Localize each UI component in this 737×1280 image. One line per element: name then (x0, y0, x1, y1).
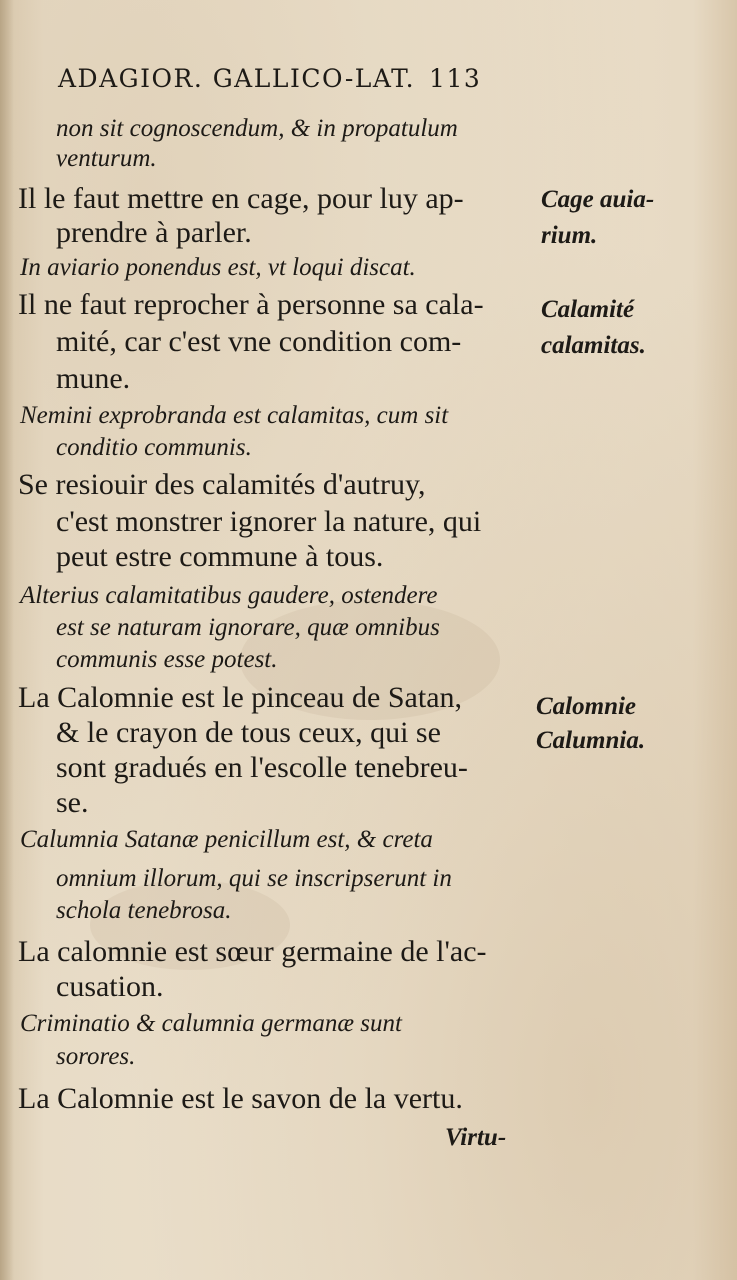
latin-line: omnium illorum, qui se inscripserunt in (56, 865, 452, 892)
latin-line: non sit cognoscendum, & in propatulum (56, 115, 458, 142)
latin-line: sorores. (56, 1043, 136, 1070)
catchword: Virtu- (445, 1124, 507, 1151)
latin-line: communis esse potest. (56, 646, 278, 673)
french-line: Il ne faut reprocher à personne sa cala- (18, 288, 484, 321)
margin-note: rium. (541, 222, 598, 249)
french-line: La Calomnie est le savon de la vertu. (18, 1082, 463, 1115)
margin-note: Calomnie (536, 693, 637, 720)
page-gutter-shadow (0, 0, 14, 1280)
french-line: mité, car c'est vne condition com- (56, 325, 462, 358)
margin-note: Calumnia. (536, 727, 646, 754)
margin-note: calamitas. (541, 332, 646, 359)
latin-line: Calumnia Satanæ penicillum est, & creta (20, 826, 433, 853)
french-line: La calomnie est sœur germaine de l'ac- (18, 935, 487, 968)
latin-line: In aviario ponendus est, vt loqui discat. (20, 254, 416, 281)
latin-line: conditio communis. (56, 434, 252, 461)
french-line: cusation. (56, 970, 164, 1003)
french-line: c'est monstrer ignorer la nature, qui (56, 505, 482, 538)
latin-line: est se naturam ignorare, quæ omnibus (56, 614, 440, 641)
margin-note: Cage auia- (541, 186, 655, 213)
running-title: ADAGIOR. GALLICO-LAT. (58, 64, 416, 93)
french-line: peut estre commune à tous. (56, 540, 384, 573)
latin-line: Nemini exprobranda est calamitas, cum sit (20, 402, 449, 429)
page-number: 113 (429, 64, 482, 93)
latin-line: venturum. (56, 145, 157, 172)
latin-line: Alterius calamitatibus gaudere, ostendere (20, 582, 438, 609)
margin-note: Calamité (541, 296, 635, 323)
french-line: mune. (56, 362, 131, 395)
french-line: Se resiouir des calamités d'autruy, (18, 468, 426, 501)
french-line: La Calomnie est le pinceau de Satan, (18, 681, 463, 714)
french-line: se. (56, 786, 89, 819)
french-line: & le crayon de tous ceux, qui se (56, 716, 441, 749)
french-line: Il le faut mettre en cage, pour luy ap- (18, 182, 464, 215)
latin-line: Criminatio & calumnia germanæ sunt (20, 1010, 402, 1037)
latin-line: schola tenebrosa. (56, 897, 232, 924)
french-line: sont gradués en l'escolle tenebreu- (56, 751, 468, 784)
french-line: prendre à parler. (56, 216, 252, 249)
running-header (58, 64, 481, 93)
